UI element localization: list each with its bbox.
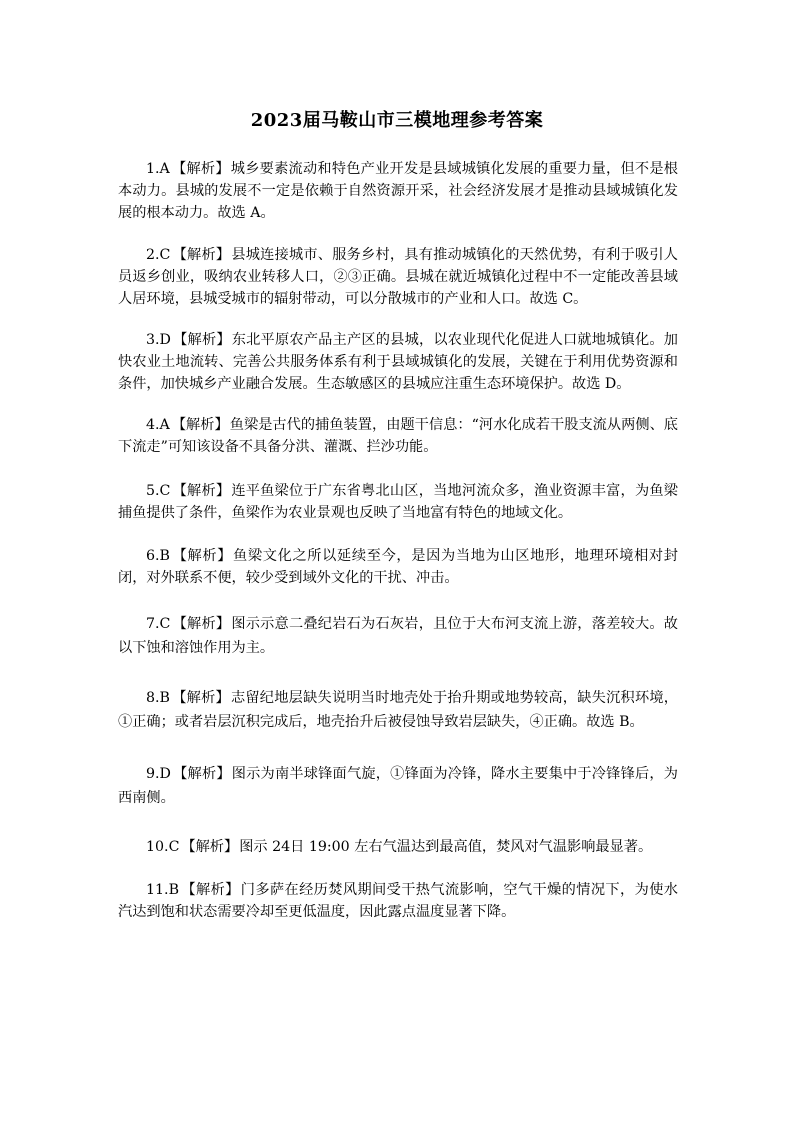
answer-item bbox=[118, 879, 678, 923]
answer-item bbox=[118, 244, 678, 310]
page-title: 2023届马鞍山市三模地理参考答案 bbox=[250, 110, 544, 131]
answer-number: 11.B bbox=[146, 882, 179, 898]
answer-item bbox=[118, 329, 678, 395]
answer-explanation: 门多萨在经历焚风期间受干热气流影响，空气干燥的情况下，为使水汽达到饱和状态需要冷却至更低温度，因此露点温度显著下降。 bbox=[118, 882, 678, 920]
answer-number: 4.A bbox=[146, 417, 170, 433]
analysis-tag: 【解析】 bbox=[172, 616, 231, 632]
analysis-tag: 【解析】 bbox=[171, 548, 233, 564]
answer-number: 10.C bbox=[146, 839, 180, 855]
answer-number: 6.B bbox=[146, 548, 170, 564]
analysis-tag: 【解析】 bbox=[172, 766, 231, 782]
answer-item bbox=[118, 836, 678, 858]
analysis-tag: 【解析】 bbox=[171, 417, 229, 433]
answer-explanation: 连平鱼梁位于广东省粤北山区，当地河流众多，渔业资源丰富，为鱼梁捕鱼提供了条件，鱼梁作为农业景观也反映了当地富有特色的地域文化。 bbox=[118, 483, 678, 521]
answer-item bbox=[118, 480, 678, 524]
answer-number: 2.C bbox=[146, 247, 171, 263]
analysis-tag: 【解析】 bbox=[181, 839, 239, 855]
answer-explanation: 鱼梁是古代的捕鱼装置，由题干信息：“河水化成若干股支流从两侧、底下流走”可知该设备不具备分洪、灌溉、拦沙功能。 bbox=[118, 417, 678, 455]
answer-number: 5.C bbox=[146, 483, 171, 499]
analysis-tag: 【解析】 bbox=[171, 161, 230, 177]
answer-number: 7.C bbox=[146, 616, 171, 632]
analysis-tag: 【解析】 bbox=[181, 882, 240, 898]
answer-explanation: 志留纪地层缺失说明当时地壳处于抬升期或地势较高，缺失沉积环境，①正确；或者岩层沉积完成后，地壳抬升后被侵蚀导致岩层缺失，④正确。故选 B。 bbox=[118, 690, 678, 730]
answer-explanation: 东北平原农产品主产区的县城，以农业现代化促进人口就地城镇化。加快农业土地流转、完善公共服务体系有利于县域城镇化的发展，关键在于利用优势资源和条件，加快城乡产业融合发展。生态敏感区的县城应注重生态环境保护。故选 D。 bbox=[118, 332, 678, 392]
analysis-tag: 【解析】 bbox=[172, 332, 231, 348]
answer-explanation: 鱼梁文化之所以延续至今，是因为当地为山区地形，地理环境相对封闭，对外联系不便，较少受到域外文化的干扰、冲击。 bbox=[118, 548, 678, 586]
analysis-tag: 【解析】 bbox=[172, 483, 231, 499]
answer-item bbox=[118, 686, 678, 734]
answer-explanation: 县城连接城市、服务乡村，具有推动城镇化的天然优势，有利于吸引人员返乡创业，吸纳农业转移人口，②③正确。县城在就近城镇化过程中不一定能改善县域人居环境，县城受城市的辐射带动，可以分散城市的产业和人口。故选 C。 bbox=[118, 247, 678, 307]
answer-item bbox=[118, 545, 678, 589]
answer-item bbox=[118, 414, 678, 458]
answer-number: 1.A bbox=[146, 161, 170, 177]
answer-explanation: 图示为南半球锋面气旋，①锋面为冷锋，降水主要集中于冷锋锋后，为西南侧。 bbox=[118, 766, 678, 806]
answer-explanation: 图示示意二叠纪岩石为石灰岩，且位于大布河支流上游，落差较大。故以下蚀和溶蚀作用为主。 bbox=[118, 616, 678, 656]
answer-explanation: 图示 24日 19:00 左右气温达到最高值，焚风对气温影响最显著。 bbox=[239, 839, 653, 855]
analysis-tag: 【解析】 bbox=[171, 690, 230, 706]
analysis-tag: 【解析】 bbox=[172, 247, 231, 263]
answer-item bbox=[118, 158, 678, 224]
answer-number: 9.D bbox=[146, 766, 171, 782]
answer-item bbox=[118, 762, 678, 810]
answer-explanation: 城乡要素流动和特色产业开发是县域城镇化发展的重要力量，但不是根本动力。县城的发展不一定是依赖于自然资源开采，社会经济发展才是推动县域城镇化发展的根本动力。故选 A。 bbox=[118, 161, 678, 221]
answer-item bbox=[118, 612, 678, 660]
answer-number: 3.D bbox=[146, 332, 171, 348]
answer-number: 8.B bbox=[146, 690, 170, 706]
